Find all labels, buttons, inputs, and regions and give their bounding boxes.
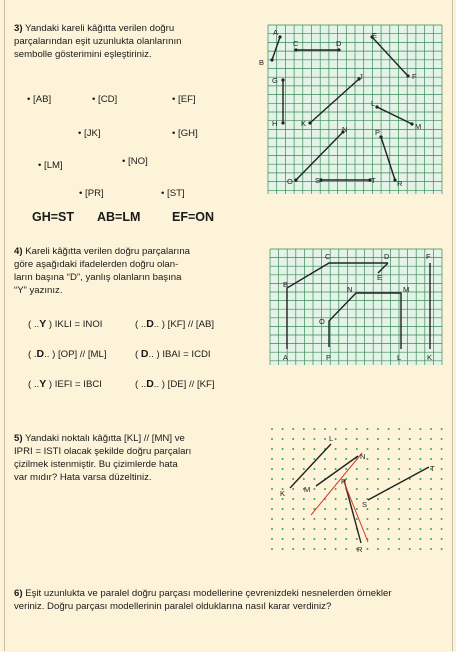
grid-label: F <box>426 252 431 261</box>
grid-label: O <box>319 317 325 326</box>
grid-label: A <box>273 28 279 37</box>
grid-label: L <box>397 353 402 362</box>
grid-label: S <box>362 500 368 509</box>
q3-line-1: Yandaki kareli kâğıtta verilen doğru <box>25 23 175 34</box>
q3-item: • [LM] <box>38 160 63 171</box>
grid-label: B <box>259 58 265 67</box>
grid-label: E <box>372 31 378 40</box>
grid-label: K <box>280 489 286 498</box>
q4-line-2: göre aşağıdaki ifadelerden doğru olan- <box>14 259 179 270</box>
q6-line-2: veriniz. Doğru parçası modellerinin paralel olduklarına nasıl karar verdiniz? <box>14 601 332 612</box>
q3-line-2: parçalarından eşit uzunlukta olanlarının <box>14 36 182 47</box>
q3-text <box>14 22 249 61</box>
grid-label: K <box>301 119 307 128</box>
grid-label: A <box>283 353 289 362</box>
q5-line-1: Yandaki noktalı kâğıtta [KL] // [MN] ve <box>25 433 185 444</box>
q3-answer: AB=LM <box>97 210 141 224</box>
q3-item: • [ST] <box>161 188 185 199</box>
grid-label: M <box>415 122 422 131</box>
grid-label: P <box>341 477 347 486</box>
grid-label: R <box>397 179 403 188</box>
q5-line-3: çizilmek istenmiştir. Bu çizimlerde hata <box>14 459 178 470</box>
q4-mark: D <box>146 378 154 390</box>
q4-number: 4) <box>14 246 23 257</box>
q4-statement: ( ..D.. ) [DE] // [KF] <box>135 378 215 390</box>
grid-label: H <box>272 119 278 128</box>
q3-item: • [NO] <box>122 156 148 167</box>
q4-text <box>14 245 249 297</box>
grid-label: L <box>371 99 376 108</box>
q4-grid-figure <box>270 249 442 365</box>
grid-label: T <box>430 464 435 473</box>
q5-line-2: IPRI = ISTI olacak şekilde doğru parçaları <box>14 446 192 457</box>
q3-item: • [AB] <box>27 94 52 105</box>
grid-label: D <box>384 252 390 261</box>
q4-line-1: Kareli kâğıtta verilen doğru parçalarına <box>25 246 190 257</box>
grid-label: C <box>293 39 299 48</box>
q4-statement: ( ..D.. ) [KF] // [AB] <box>135 318 215 330</box>
q4-mark: Y <box>39 378 47 390</box>
q4-line-3: ların başına “D”, yanlış olanların başına <box>14 272 182 283</box>
grid-label: P <box>326 353 332 362</box>
q3-item: • [GH] <box>172 128 198 139</box>
q4-mark: D <box>140 348 149 360</box>
q3-grid-figure <box>259 25 442 194</box>
grid-label: T <box>371 176 376 185</box>
q3-item: • [CD] <box>92 94 118 105</box>
q3-line-3: sembolle gösterimini eşleştiriniz. <box>14 49 152 60</box>
grid-label: B <box>283 280 289 289</box>
grid-label: N <box>360 452 366 461</box>
q4-mark: D <box>36 348 45 360</box>
q3-number: 3) <box>14 23 23 34</box>
q5-line-4: var mıdır? Hata varsa düzeltiniz. <box>14 472 152 483</box>
q4-statement: ( .D.. ) [OP] // [ML] <box>28 348 107 360</box>
grid-label: F <box>412 72 417 81</box>
grid-label: P <box>375 128 381 137</box>
q4-statement: ( D.. ) IBAI = ICDI <box>135 348 211 360</box>
grid-label: M <box>403 285 410 294</box>
q3-item: • [JK] <box>78 128 101 139</box>
grid-label: O <box>287 177 293 186</box>
grid-label: J <box>359 72 363 81</box>
q3-answer: GH=ST <box>32 210 75 224</box>
grid-label: R <box>357 545 363 554</box>
grid-label: G <box>272 76 278 85</box>
grid-label: E <box>377 273 383 282</box>
q5-dot-figure <box>268 425 444 557</box>
q3-answer: EF=ON <box>172 210 215 224</box>
q3-item: • [PR] <box>79 188 104 199</box>
q4-mark: D <box>146 318 154 330</box>
grid-label: N <box>347 285 353 294</box>
q6-number: 6) <box>14 588 23 599</box>
q6-text <box>14 587 446 613</box>
q5-number: 5) <box>14 433 23 444</box>
q4-statement: ( ..Y ) IEFI = IBCI <box>28 378 102 390</box>
grid-label: D <box>336 39 342 48</box>
q4-statement: ( ..Y ) IKLI = INOI <box>28 318 103 330</box>
q6-line-1: Eşit uzunlukta ve paralel doğru parçası modellerine çevrenizdeki nesnelerden örnekler <box>25 588 392 599</box>
grid-label: S <box>315 176 321 185</box>
grid-label: M <box>304 485 311 494</box>
q5-text <box>14 432 254 484</box>
grid-label: K <box>427 353 433 362</box>
q3-item: • [EF] <box>172 94 196 105</box>
grid-label: L <box>329 434 334 443</box>
grid-label: C <box>325 252 331 261</box>
q4-line-4: “Y” yazınız. <box>14 285 63 296</box>
q4-mark: Y <box>39 318 47 330</box>
grid-label: N <box>342 125 348 134</box>
